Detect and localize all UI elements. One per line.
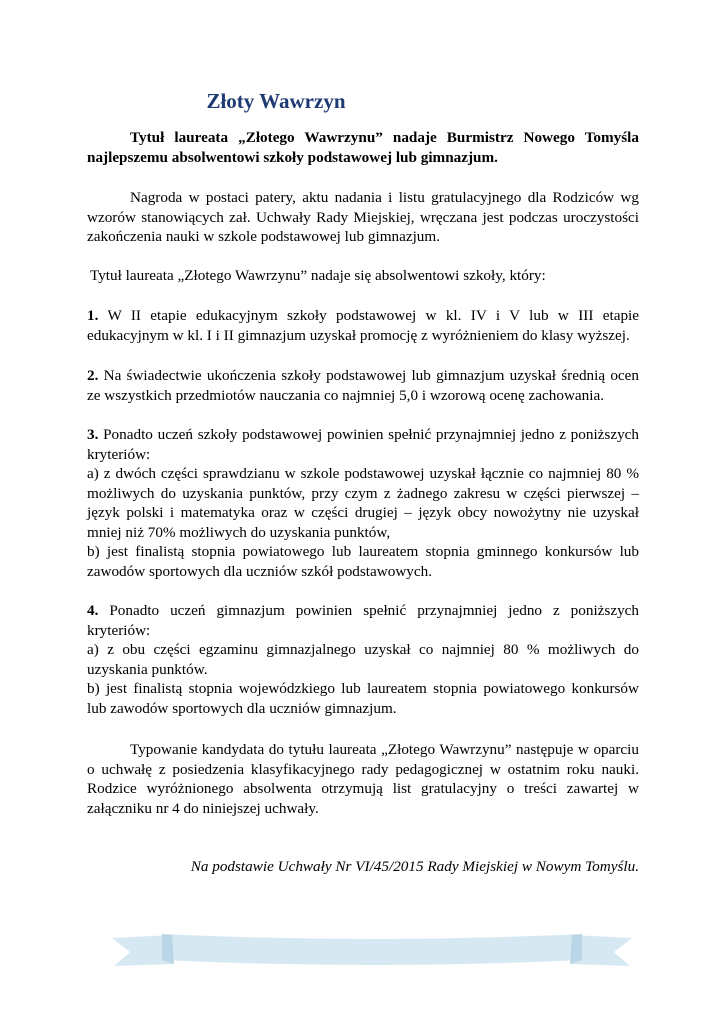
criterion-3-text: Ponadto uczeń szkoły podstawowej powinien spełnić przynajmniej jedno z poniższych kryteriów:	[87, 426, 639, 463]
legal-basis: Na podstawie Uchwały Nr VI/45/2015 Rady Miejskiej w Nowym Tomyślu.	[190, 858, 639, 875]
criterion-3-number: 3.	[87, 426, 99, 443]
criterion-2	[87, 366, 639, 405]
criterion-1	[87, 306, 639, 345]
criterion-4-b: b) jest finalistą stopnia wojewódzkiego lub laureatem stopnia powiatowego konkursów lub zawodów sportowych dla uczniów gimnazjum.	[87, 680, 639, 717]
criterion-4-text: Ponadto uczeń gimnazjum powinien spełnić przynajmniej jedno z poniższych kryteriów:	[87, 602, 639, 639]
ribbon-band	[162, 934, 582, 965]
criterion-3-b: b) jest finalistą stopnia powiatowego lub laureatem stopnia gminnego konkursów lub zawodów sportowych dla uczniów szkół podstawowych.	[87, 543, 639, 580]
criterion-1-number: 1.	[87, 307, 99, 324]
criterion-1-text: W II etapie edukacyjnym szkoły podstawowej w kl. IV i V lub w III etapie edukacyjnym w kl. I i II gimnazjum uzyskał promocję z wyróżnieniem do klasy wyższej.	[87, 307, 639, 344]
nomination-paragraph: Typowanie kandydata do tytułu laureata „Złotego Wawrzynu” następuje w oparciu o uchwałę z posiedzenia klasyfikacyjnego rady pedagogicznej w ostatnim roku nauki. Rodzice wyróżnionego absolwenta otrzymują list gratulacyjny o treści zawartej w załączniku nr 4 do niniejszej uchwały.	[87, 741, 639, 817]
intro-paragraph: Tytuł laureata „Złotego Wawrzynu” nadaje Burmistrz Nowego Tomyśla najlepszemu absolwentowi szkoły podstawowej lub gimnazjum.	[87, 129, 639, 166]
page-title: Złoty Wawrzyn	[206, 89, 346, 113]
criterion-2-number: 2.	[87, 367, 99, 384]
ribbon-decoration	[112, 930, 632, 970]
ribbon-fold-left	[162, 934, 174, 964]
criterion-2-text: Na świadectwie ukończenia szkoły podstawowej lub gimnazjum uzyskał średnią ocen ze wszystkich przedmiotów nauczania co najmniej 5,0 i wzorową ocenę zachowania.	[87, 367, 639, 404]
criterion-4	[87, 601, 639, 640]
criteria-intro: Tytuł laureata „Złotego Wawrzynu” nadaje się absolwentowi szkoły, który:	[90, 267, 546, 284]
ribbon-fold-right	[570, 934, 582, 964]
criterion-3-a: a) z dwóch części sprawdzianu w szkole podstawowej uzyskał łącznie co najmniej 80 % możliwych do uzyskania punktów, przy czym z żadnego zakresu w części pierwszej – język polski i matematyka oraz w części drugiej – język obcy nowożytny nie uzyskał mniej niż 70% możliwych do uzyskania punktów,	[87, 465, 639, 541]
criterion-3	[87, 425, 639, 464]
criterion-4-number: 4.	[87, 602, 99, 619]
award-paragraph: Nagroda w postaci patery, aktu nadania i listu gratulacyjnego dla Rodziców wg wzorów stanowiących zał. Uchwały Rady Miejskiej, wręczana jest podczas uroczystości zakończenia nauki w szkole podstawowej lub gimnazjum.	[87, 189, 639, 246]
criterion-4-a: a) z obu części egzaminu gimnazjalnego uzyskał co najmniej 80 % możliwych do uzyskania punktów.	[87, 641, 639, 678]
